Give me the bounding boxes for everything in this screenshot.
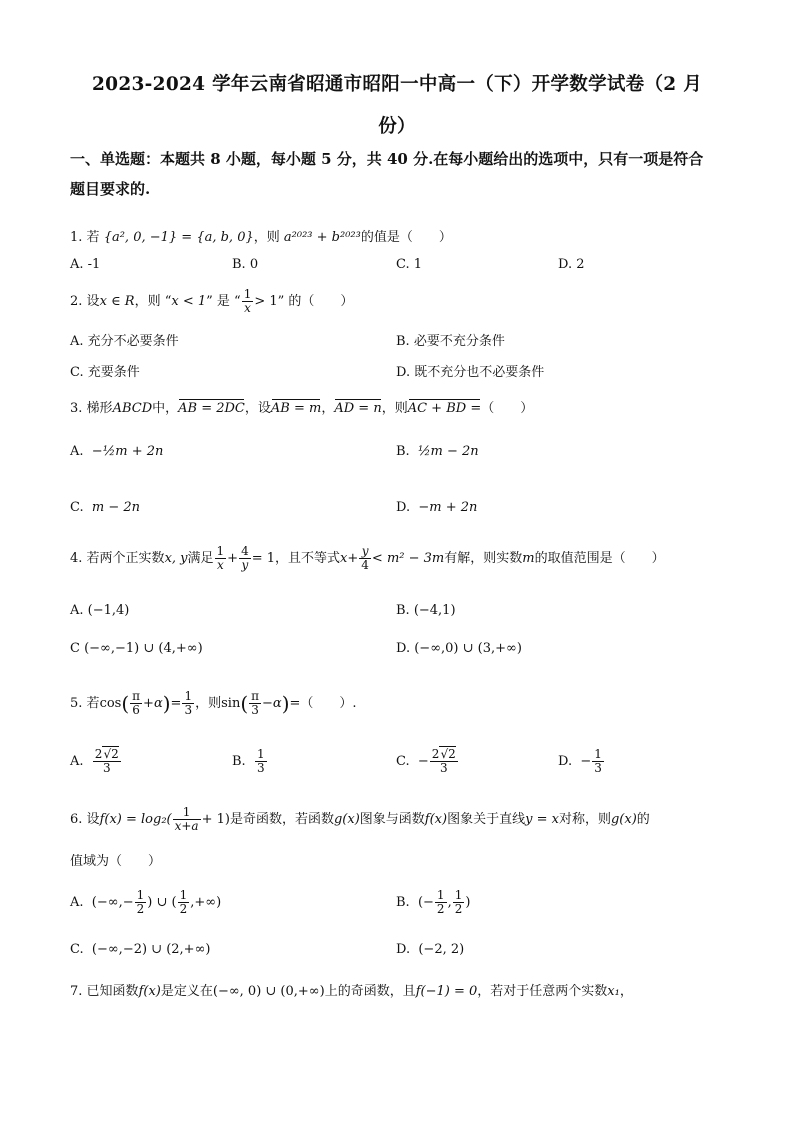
q3-option-b: B. ½m − 2n bbox=[396, 444, 479, 459]
question-5: 5. 若cos( $\frac{\pi}{6}$ +α)= $\frac{1}{3}$ ，则sin( $\frac{\pi}{3}$ −α)=（ ）. bbox=[70, 689, 357, 717]
q3-option-a: A. −½m + 2n bbox=[70, 444, 164, 459]
vector-relation: AB = 2DC bbox=[178, 401, 245, 416]
q3-option-c: C. m − 2n bbox=[70, 500, 141, 515]
question-6: 6. 设f(x) = log₂( $\frac{1}{x+a}$ + 1)是奇函数，若函数g(x)图象与函数f(x)图象关于直线y = x对称，则g(x)的 bbox=[70, 805, 650, 833]
q4-option-a: A. (−1,4) bbox=[70, 603, 130, 618]
q2-option-b: B. 必要不充分条件 bbox=[396, 334, 505, 349]
q4-option-d: D. (−∞,0) ∪ (3,+∞) bbox=[396, 641, 522, 656]
q1-option-a: A. -1 bbox=[70, 257, 101, 272]
section-heading-line1: 一、单选题：本题共 8 小题，每小题 5 分，共 40 分.在每小题给出的选项中，只有一项是符合 bbox=[70, 150, 704, 168]
q5-option-c: C. − $\frac{2√2}{3}$ bbox=[396, 747, 456, 775]
section-heading-line2: 题目要求的. bbox=[70, 180, 151, 198]
q3-option-d: D. −m + 2n bbox=[396, 500, 478, 515]
q5-option-d: D. − $\frac{1}{3}$ bbox=[558, 747, 602, 775]
question-6-line2: 值域为（ ） bbox=[70, 854, 162, 869]
fraction: $\frac{1}{x}$ bbox=[243, 287, 252, 315]
question-number: 7. bbox=[70, 984, 83, 999]
question-number: 5. bbox=[70, 696, 83, 711]
q6-option-b: B. (− $\frac{1}{2}$ , $\frac{1}{2}$ ) bbox=[396, 888, 471, 916]
q1-option-c: C. 1 bbox=[396, 257, 423, 272]
q1-option-d: D. 2 bbox=[558, 257, 585, 272]
question-4: 4. 若两个正实数x, y满足 $\frac{1}{x}$ + $\frac{4}{y}$ = 1，且不等式x+ $\frac{y}{4}$ < m² − 3m有解，则实数m的取值范围是（ ） bbox=[70, 544, 665, 572]
question-number: 2. bbox=[70, 294, 83, 309]
q1-option-b: B. 0 bbox=[232, 257, 259, 272]
q2-option-d: D. 既不充分也不必要条件 bbox=[396, 365, 545, 380]
q5-option-b: B. $\frac{1}{3}$ bbox=[232, 747, 265, 775]
set-equation: {a², 0, −1} = {a, b, 0} bbox=[103, 230, 254, 245]
q6-option-c: C. (−∞,−2) ∪ (2,+∞) bbox=[70, 942, 211, 957]
question-number: 4. bbox=[70, 551, 83, 566]
question-2: 2. 设x ∈ R，则 “x < 1” 是 “ $\frac{1}{x}$ > 1” 的（ ） bbox=[70, 287, 354, 315]
exam-title-line1: 2023-2024 学年云南省昭通市昭阳一中高一（下）开学数学试卷（2 月 bbox=[91, 74, 702, 95]
question-1: 1. 若 {a², 0, −1} = {a, b, 0}，则 a²⁰²³ + b²⁰²³的值是（ ） bbox=[70, 230, 452, 245]
q6-option-d: D. (−2, 2) bbox=[396, 942, 465, 957]
exam-title-line2: 份） bbox=[378, 116, 416, 137]
q5-option-a: A. $\frac{2√2}{3}$ bbox=[70, 747, 119, 775]
q2-option-c: C. 充要条件 bbox=[70, 365, 140, 380]
q4-option-c: C (−∞,−1) ∪ (4,+∞) bbox=[70, 641, 203, 656]
q6-option-a: A. (−∞,− $\frac{1}{2}$ ) ∪ ( $\frac{1}{2}$ ,+∞) bbox=[70, 888, 222, 916]
question-number: 3. bbox=[70, 401, 83, 416]
question-3: 3. 梯形ABCD中，AB = 2DC，设AB = m，AD = n，则AC + BD =（ ） bbox=[70, 401, 534, 416]
question-7: 7. 已知函数f(x)是定义在(−∞, 0) ∪ (0,+∞)上的奇函数，且f(−1) = 0，若对于任意两个实数x₁， bbox=[70, 984, 633, 999]
q2-option-a: A. 充分不必要条件 bbox=[70, 334, 179, 349]
power-sum: a²⁰²³ + b²⁰²³ bbox=[283, 230, 361, 245]
q4-option-b: B. (−4,1) bbox=[396, 603, 456, 618]
question-number: 1. bbox=[70, 230, 83, 245]
question-number: 6. bbox=[70, 812, 83, 827]
